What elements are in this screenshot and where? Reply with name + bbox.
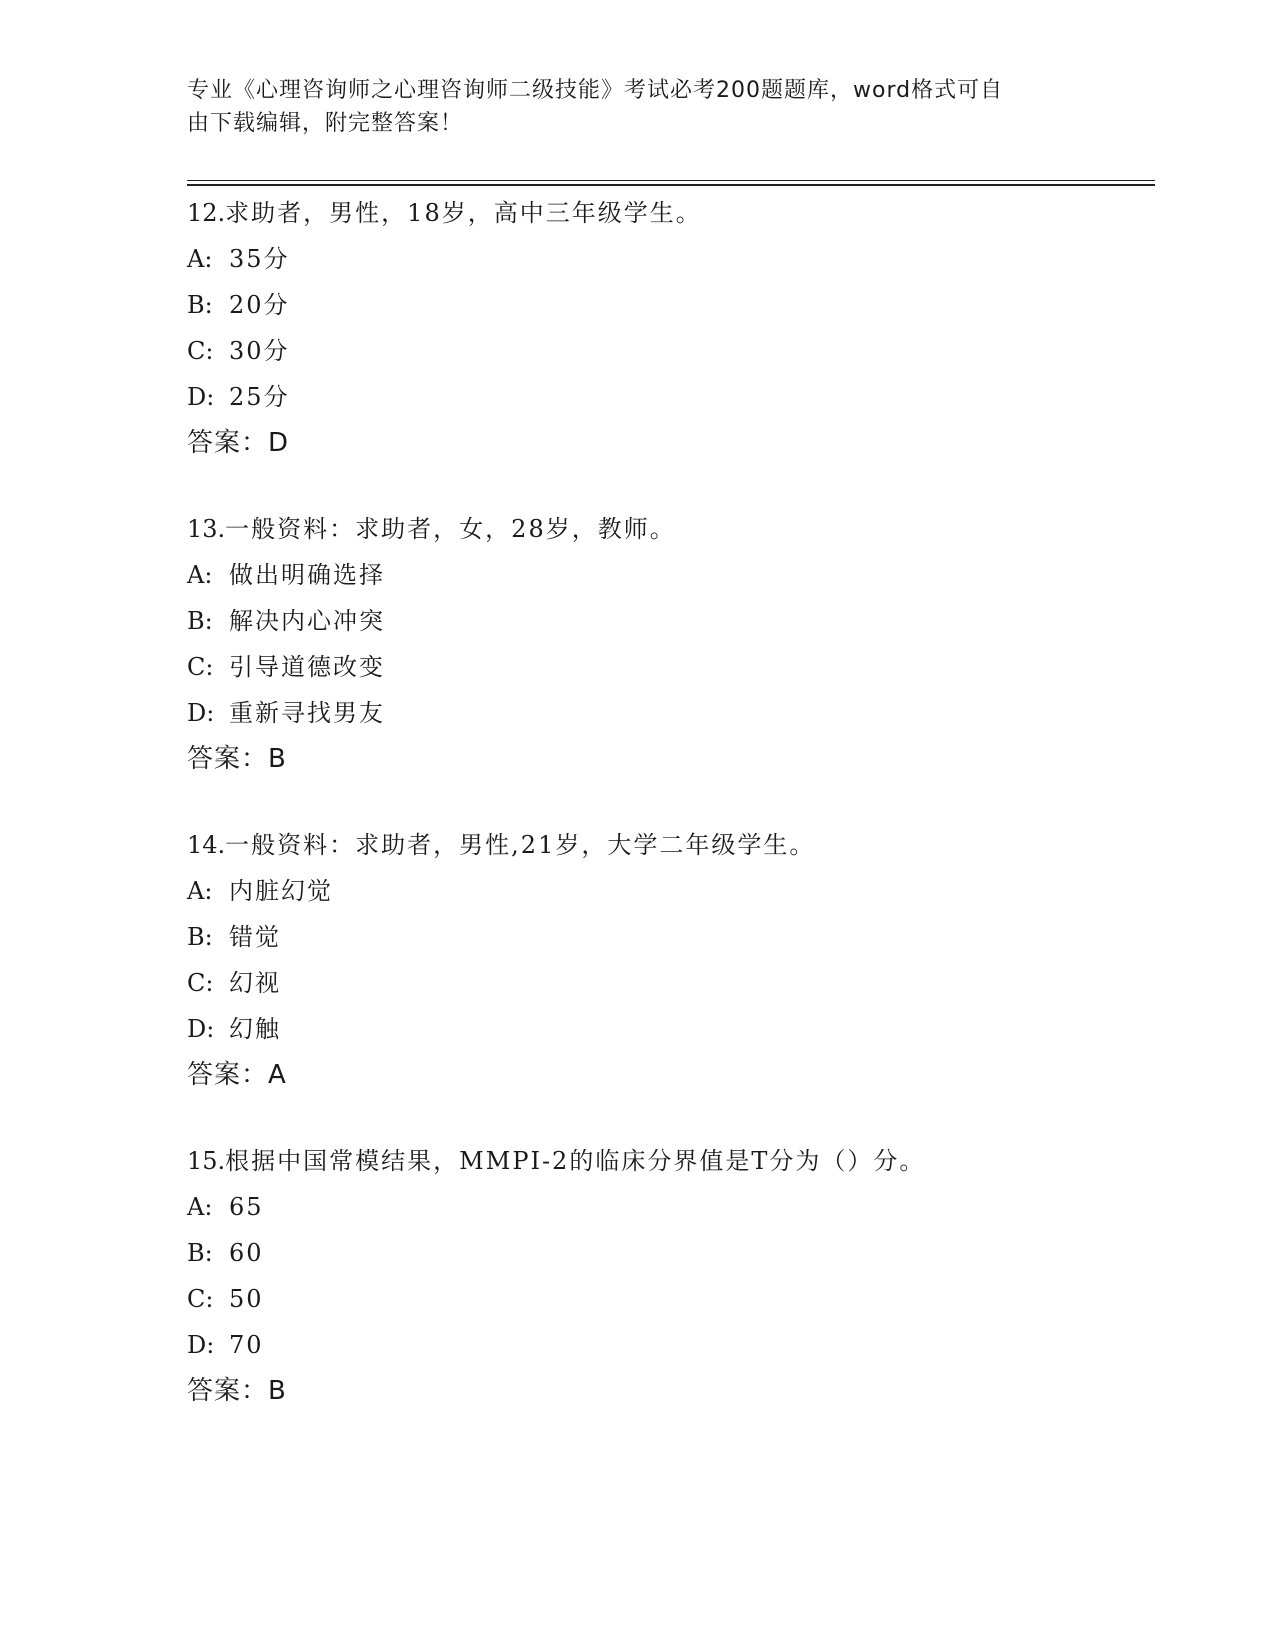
option-d — [187, 1322, 1147, 1368]
option-b — [187, 282, 1147, 328]
question-text: 一般资料：求助者，男性,21岁，大学二年级学生。 — [225, 831, 816, 859]
option-c — [187, 644, 1147, 690]
option-text: 内脏幻觉 — [229, 877, 333, 905]
option-b — [187, 914, 1147, 960]
option-text: 20分 — [229, 291, 290, 319]
option-key: D: — [187, 383, 215, 411]
header-line-1: 专业《心理咨询师之心理咨询师二级技能》考试必考200题题库，word格式可自 — [187, 78, 1004, 103]
option-key: A: — [187, 877, 213, 905]
option-text: 30分 — [229, 337, 290, 365]
option-text: 60 — [229, 1239, 264, 1267]
question-number: 14. — [187, 831, 226, 859]
option-a — [187, 868, 1147, 914]
question-stem — [187, 190, 1147, 236]
question-number: 15. — [187, 1147, 226, 1175]
option-key: A: — [187, 1193, 213, 1221]
question-list — [187, 190, 1147, 1454]
header-divider-top — [187, 180, 1155, 181]
option-a — [187, 552, 1147, 598]
option-key: C: — [187, 653, 214, 681]
option-text: 重新寻找男友 — [229, 699, 385, 727]
option-text: 做出明确选择 — [229, 561, 385, 589]
option-text: 幻触 — [229, 1015, 281, 1043]
question-number: 12. — [187, 199, 226, 227]
option-key: A: — [187, 561, 213, 589]
option-c — [187, 328, 1147, 374]
question-number: 13. — [187, 515, 226, 543]
answer: 答案：A — [187, 1060, 287, 1090]
question-text: 根据中国常模结果，MMPI-2的临床分界值是T分为（）分。 — [225, 1147, 926, 1175]
option-key: B: — [187, 1239, 213, 1267]
question-stem — [187, 506, 1147, 552]
question-13 — [187, 506, 1147, 782]
option-text: 50 — [229, 1285, 264, 1313]
header-line-2: 由下载编辑，附完整答案！ — [187, 111, 464, 136]
question-text: 求助者，男性，18岁，高中三年级学生。 — [225, 199, 702, 227]
option-key: C: — [187, 337, 214, 365]
option-a — [187, 236, 1147, 282]
option-text: 幻视 — [229, 969, 281, 997]
option-key: D: — [187, 1331, 215, 1359]
option-d — [187, 374, 1147, 420]
question-text: 一般资料：求助者，女，28岁，教师。 — [225, 515, 676, 543]
option-key: B: — [187, 291, 213, 319]
question-stem — [187, 822, 1147, 868]
option-c — [187, 960, 1147, 1006]
option-text: 引导道德改变 — [229, 653, 385, 681]
option-text: 错觉 — [229, 923, 281, 951]
option-text: 70 — [229, 1331, 264, 1359]
answer: 答案：B — [187, 744, 287, 774]
option-text: 35分 — [229, 245, 290, 273]
option-key: D: — [187, 699, 215, 727]
question-12 — [187, 190, 1147, 466]
option-key: C: — [187, 1285, 214, 1313]
option-key: C: — [187, 969, 214, 997]
option-d — [187, 1006, 1147, 1052]
option-b — [187, 598, 1147, 644]
option-a — [187, 1184, 1147, 1230]
option-d — [187, 690, 1147, 736]
option-key: B: — [187, 607, 213, 635]
option-c — [187, 1276, 1147, 1322]
answer: 答案：B — [187, 1376, 287, 1406]
header-divider-bottom — [187, 184, 1155, 186]
option-text: 25分 — [229, 383, 290, 411]
question-15 — [187, 1138, 1147, 1414]
option-key: A: — [187, 245, 213, 273]
option-text: 65 — [229, 1193, 264, 1221]
question-stem — [187, 1138, 1147, 1184]
answer: 答案：D — [187, 428, 290, 458]
question-14 — [187, 822, 1147, 1098]
document-header — [187, 74, 1067, 140]
option-key: D: — [187, 1015, 215, 1043]
option-text: 解决内心冲突 — [229, 607, 385, 635]
option-b — [187, 1230, 1147, 1276]
option-key: B: — [187, 923, 213, 951]
